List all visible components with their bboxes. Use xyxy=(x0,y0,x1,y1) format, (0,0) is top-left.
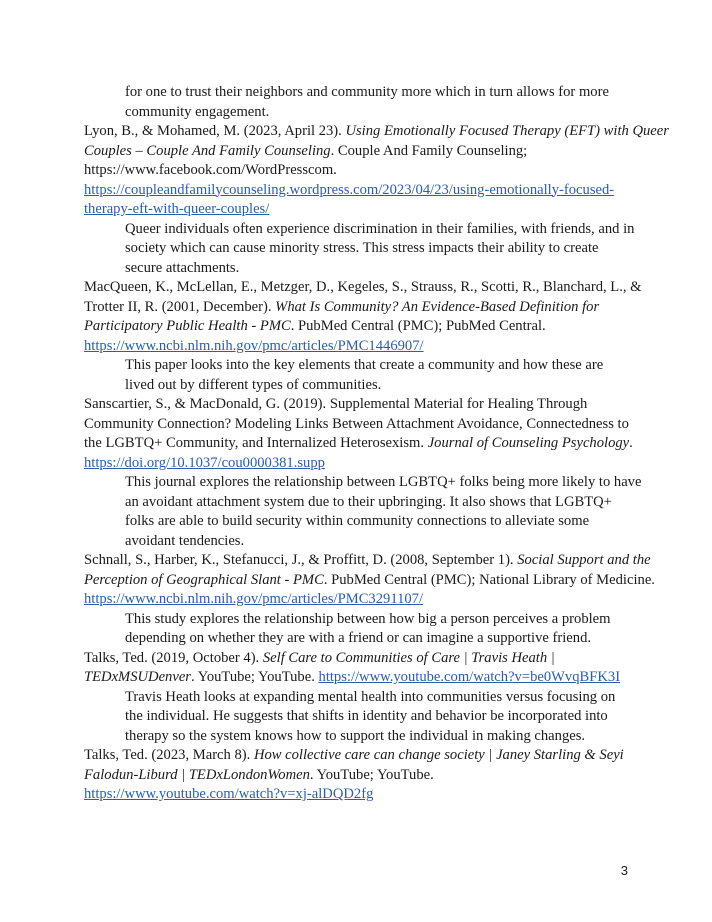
reference-link[interactable]: https://www.ncbi.nlm.nih.gov/pmc/articles/PMC3291107/ xyxy=(84,591,424,607)
annotation-line: folks are able to build security within community connections to alleviate some xyxy=(125,513,590,529)
citation-line: Schnall, S., Harber, K., Stefanucci, J., & Proffitt, D. (2008, September 1). Social Support and the xyxy=(84,552,651,568)
citation-title: Participatory Public Health - PMC xyxy=(84,318,291,334)
annotation-line: avoidant tendencies. xyxy=(125,532,245,549)
annotation-line: depending on whether they are with a friend or can imagine a supportive friend. xyxy=(125,630,592,646)
citation-title: Self Care to Communities of Care | Travis Heath | xyxy=(262,649,555,666)
citation-title: Social Support and the xyxy=(517,552,651,568)
citation-title: What Is Community? An Evidence-Based Definition for xyxy=(275,298,600,315)
annotation xyxy=(84,356,636,395)
annotation-line: community engagement. xyxy=(125,103,270,120)
annotation-line: This journal explores the relationship between LGBTQ+ folks being more likely to have xyxy=(125,474,642,490)
citation-title: Perception of Geographical Slant - PMC xyxy=(84,571,324,588)
citation-title: Couples – Couple And Family Counseling xyxy=(84,142,331,159)
citation-line: Falodun-Liburd | TEDxLondonWomen. YouTube; YouTube. xyxy=(84,766,434,783)
citation-line: Talks, Ted. (2023, March 8). How collective care can change society | Janey Starling & Seyi xyxy=(84,747,624,763)
annotation xyxy=(84,688,636,747)
annotation-line: for one to trust their neighbors and community more which in turn allows for more xyxy=(125,84,609,100)
citation-line: Sanscartier, S., & MacDonald, G. (2019). Supplemental Material for Healing Through xyxy=(84,396,588,412)
annotation-line: This study explores the relationship between how big a person perceives a problem xyxy=(125,610,611,627)
reference-link[interactable]: https://www.youtube.com/watch?v=xj-alDQD2fg xyxy=(84,786,374,802)
citation-title: Using Emotionally Focused Therapy (EFT) with Queer xyxy=(345,123,669,139)
references-list xyxy=(84,83,669,805)
annotation-line: Queer individuals often experience discrimination in their families, with friends, and in xyxy=(125,220,635,237)
citation-line: Lyon, B., & Mohamed, M. (2023, April 23). Using Emotionally Focused Therapy (EFT) with Queer xyxy=(84,123,669,139)
reference-entry xyxy=(84,746,636,805)
annotation xyxy=(84,610,636,649)
page-number: 3 xyxy=(620,863,628,878)
citation-line: Trotter II, R. (2001, December). What Is Community? An Evidence-Based Definition for xyxy=(84,298,600,315)
reference-link[interactable]: https://www.youtube.com/watch?v=be0WvqBFK3I xyxy=(318,669,621,685)
reference-entry xyxy=(84,551,655,649)
reference-entry xyxy=(84,122,669,278)
reference-entry xyxy=(84,649,636,747)
citation-line: Talks, Ted. (2019, October 4). Self Care to Communities of Care | Travis Heath | xyxy=(84,649,555,666)
citation-line: MacQueen, K., McLellan, E., Metzger, D., Kegeles, S., Strauss, R., Scotti, R., Blanchard, L., & xyxy=(84,279,642,295)
citation-line: https://www.facebook.com/WordPresscom. xyxy=(84,162,337,178)
reference-link[interactable]: https://www.ncbi.nlm.nih.gov/pmc/articles/PMC1446907/ xyxy=(84,337,424,354)
annotation xyxy=(84,473,642,551)
annotation-line: Travis Heath looks at expanding mental health into communities versus focusing on xyxy=(125,688,616,705)
annotation-line: the individual. He suggests that shifts in identity and behavior be incorporated into xyxy=(125,708,608,724)
annotation xyxy=(84,220,636,279)
citation-title: TEDxMSUDenver xyxy=(84,669,191,685)
annotation-line: society which can cause minority stress. This stress impacts their ability to create xyxy=(125,240,599,256)
annotation-line: secure attachments. xyxy=(125,259,240,276)
citation-line: Community Connection? Modeling Links Between Attachment Avoidance, Connectedness to xyxy=(84,415,629,432)
annotation-line: lived out by different types of communities. xyxy=(125,376,382,393)
annotation-line: an avoidant attachment system due to their upbringing. It also shows that LGBTQ+ xyxy=(125,493,612,510)
reference-link[interactable]: https://coupleandfamilycounseling.wordpress.com/2023/04/23/using-emotionally-focused- xyxy=(84,181,615,198)
citation-line: the LGBTQ+ Community, and Internalized Heterosexism. Journal of Counseling Psychology. xyxy=(84,435,633,451)
citation-title: Falodun-Liburd | TEDxLondonWomen xyxy=(84,766,310,783)
reference-entry xyxy=(84,278,642,395)
citation-line: Perception of Geographical Slant - PMC. PubMed Central (PMC); National Library of Medicine. xyxy=(84,571,655,588)
citation-line: Couples – Couple And Family Counseling. Couple And Family Counseling; xyxy=(84,142,528,159)
citation-title: How collective care can change society | Janey Starling & Seyi xyxy=(253,747,624,763)
citation-line: TEDxMSUDenver. YouTube; YouTube. https://www.youtube.com/watch?v=be0WvqBFK3I xyxy=(84,669,621,685)
annotation-line: This paper looks into the key elements that create a community and how these are xyxy=(125,357,604,373)
reference-entry xyxy=(84,395,642,551)
reference-link[interactable]: therapy-eft-with-queer-couples/ xyxy=(84,201,270,217)
annotation-line: therapy so the system knows how to support the individual in making changes. xyxy=(125,727,586,744)
annotation xyxy=(84,83,636,122)
reference-link[interactable]: https://doi.org/10.1037/cou0000381.supp xyxy=(84,454,325,471)
journal-title: Journal of Counseling Psychology xyxy=(427,435,630,451)
citation-line: Participatory Public Health - PMC. PubMed Central (PMC); PubMed Central. xyxy=(84,318,546,334)
